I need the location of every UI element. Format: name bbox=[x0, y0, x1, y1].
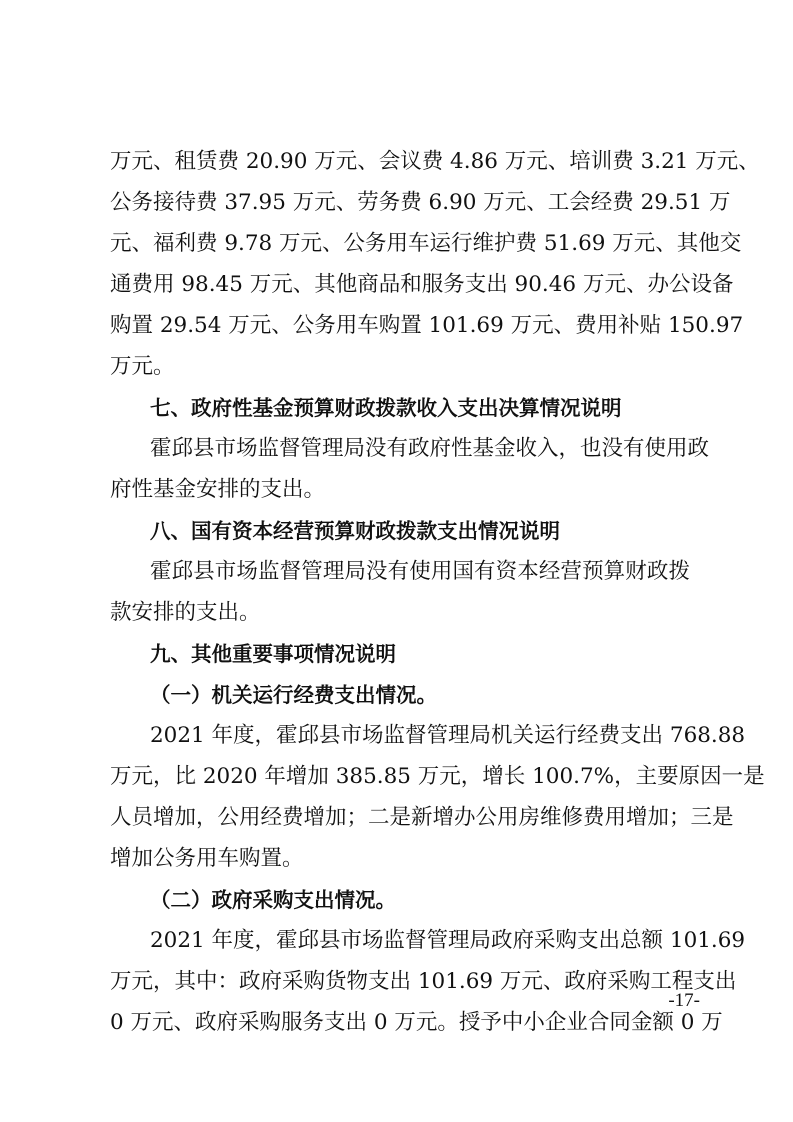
paragraph-line: 元、福利费 9.78 万元、公务用车运行维护费 51.69 万元、其他交 bbox=[110, 231, 742, 256]
page-number: -17- bbox=[668, 990, 700, 1011]
paragraph-line: 霍邱县市场监督管理局没有政府性基金收入，也没有使用政 bbox=[150, 436, 710, 461]
paragraph-line: 购置 29.54 万元、公务用车购置 101.69 万元、费用补贴 150.97 bbox=[110, 313, 744, 338]
paragraph-line: 府性基金安排的支出。 bbox=[110, 477, 326, 502]
paragraph-line: 万元，比 2020 年增加 385.85 万元，增长 100.7%，主要原因一是 bbox=[110, 764, 765, 789]
paragraph-line: 公务接待费 37.95 万元、劳务费 6.90 万元、工会经费 29.51 万 bbox=[110, 190, 731, 215]
section-heading: 八、国有资本经营预算财政拨款支出情况说明 bbox=[150, 519, 560, 543]
paragraph-line: 人员增加，公用经费增加；二是新增办公用房维修费用增加；三是 bbox=[110, 805, 734, 830]
section-heading: 七、政府性基金预算财政拨款收入支出决算情况说明 bbox=[150, 396, 622, 420]
paragraph-line: 通费用 98.45 万元、其他商品和服务支出 90.46 万元、办公设备 bbox=[110, 272, 734, 297]
paragraph-line: 0 万元、政府采购服务支出 0 万元。授予中小企业合同金额 0 万 bbox=[110, 1010, 723, 1035]
paragraph-line: 增加公务用车购置。 bbox=[110, 846, 304, 871]
subsection-heading: （二）政府采购支出情况。 bbox=[150, 888, 396, 912]
subsection-heading: （一）机关运行经费支出情况。 bbox=[150, 683, 437, 707]
paragraph-line: 霍邱县市场监督管理局没有使用国有资本经营预算财政拨 bbox=[150, 559, 690, 584]
paragraph-line: 2021 年度，霍邱县市场监督管理局政府采购支出总额 101.69 bbox=[150, 928, 746, 953]
paragraph-line: 万元、租赁费 20.90 万元、会议费 4.86 万元、培训费 3.21 万元、 bbox=[110, 149, 760, 174]
paragraph-line: 2021 年度，霍邱县市场监督管理局机关运行经费支出 768.88 bbox=[150, 723, 746, 748]
section-heading: 九、其他重要事项情况说明 bbox=[150, 642, 396, 666]
paragraph-line: 万元，其中：政府采购货物支出 101.69 万元、政府采购工程支出 bbox=[110, 969, 737, 994]
paragraph-line: 款安排的支出。 bbox=[110, 600, 261, 625]
paragraph-line: 万元。 bbox=[110, 354, 175, 379]
